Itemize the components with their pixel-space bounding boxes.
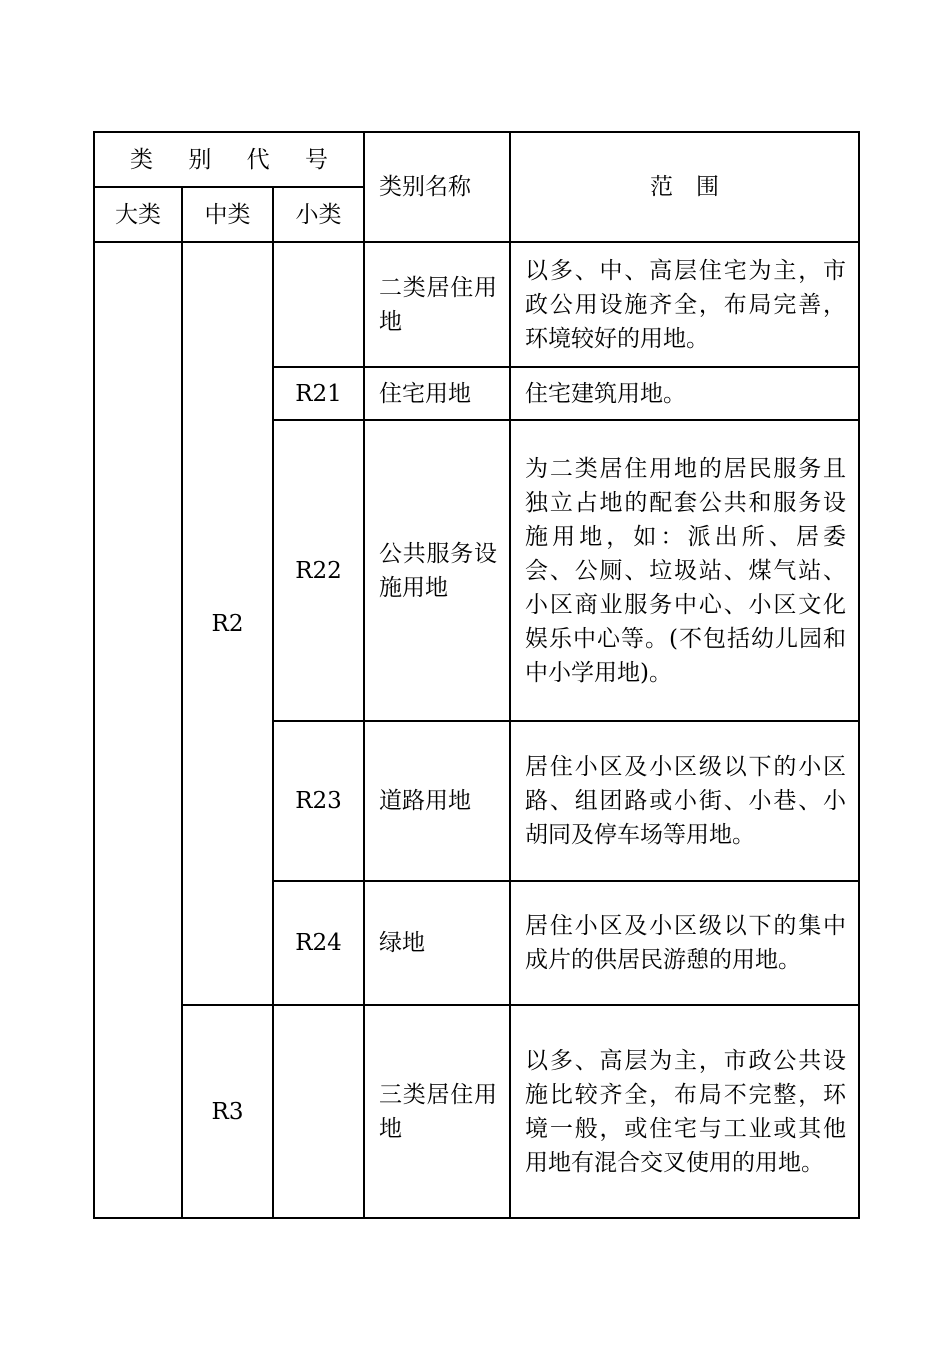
minor-code-r22: R22	[273, 420, 364, 721]
header-range: 范 围	[510, 132, 859, 242]
minor-code-r24: R24	[273, 881, 364, 1005]
name-r2: 二类居住用地	[364, 242, 510, 367]
header-name: 类别名称	[364, 132, 510, 242]
minor-cell-empty	[273, 1005, 364, 1218]
major-cell-empty	[94, 242, 182, 1218]
name-r3: 三类居住用地	[364, 1005, 510, 1218]
range-r23: 居住小区及小区级以下的小区路、组团路或小街、小巷、小胡同及停车场等用地。	[510, 721, 859, 881]
table-row	[94, 242, 859, 367]
minor-cell-empty	[273, 242, 364, 367]
medium-code-r3: R3	[182, 1005, 273, 1218]
header-minor: 小类	[273, 187, 364, 242]
minor-code-r21: R21	[273, 367, 364, 420]
land-use-classification-table	[93, 131, 860, 1219]
range-r24: 居住小区及小区级以下的集中成片的供居民游憩的用地。	[510, 881, 859, 1005]
range-r2: 以多、中、高层住宅为主，市政公用设施齐全，布局完善，环境较好的用地。	[510, 242, 859, 367]
medium-code-r2: R2	[182, 242, 273, 1005]
minor-code-r23: R23	[273, 721, 364, 881]
name-r22: 公共服务设施用地	[364, 420, 510, 721]
name-r23: 道路用地	[364, 721, 510, 881]
table-row	[94, 1005, 859, 1218]
range-r21: 住宅建筑用地。	[510, 367, 859, 420]
header-code-group: 类 别 代 号	[94, 132, 364, 187]
name-r21: 住宅用地	[364, 367, 510, 420]
range-r3: 以多、高层为主，市政公共设施比较齐全，布局不完整，环境一般，或住宅与工业或其他用地有混合交叉使用的用地。	[510, 1005, 859, 1218]
range-r22: 为二类居住用地的居民服务且独立占地的配套公共和服务设施用地，如：派出所、居委会、公厕、垃圾站、煤气站、小区商业服务中心、小区文化娱乐中心等。(不包括幼儿园和中小学用地)。	[510, 420, 859, 721]
name-r24: 绿地	[364, 881, 510, 1005]
header-major: 大类	[94, 187, 182, 242]
header-medium: 中类	[182, 187, 273, 242]
